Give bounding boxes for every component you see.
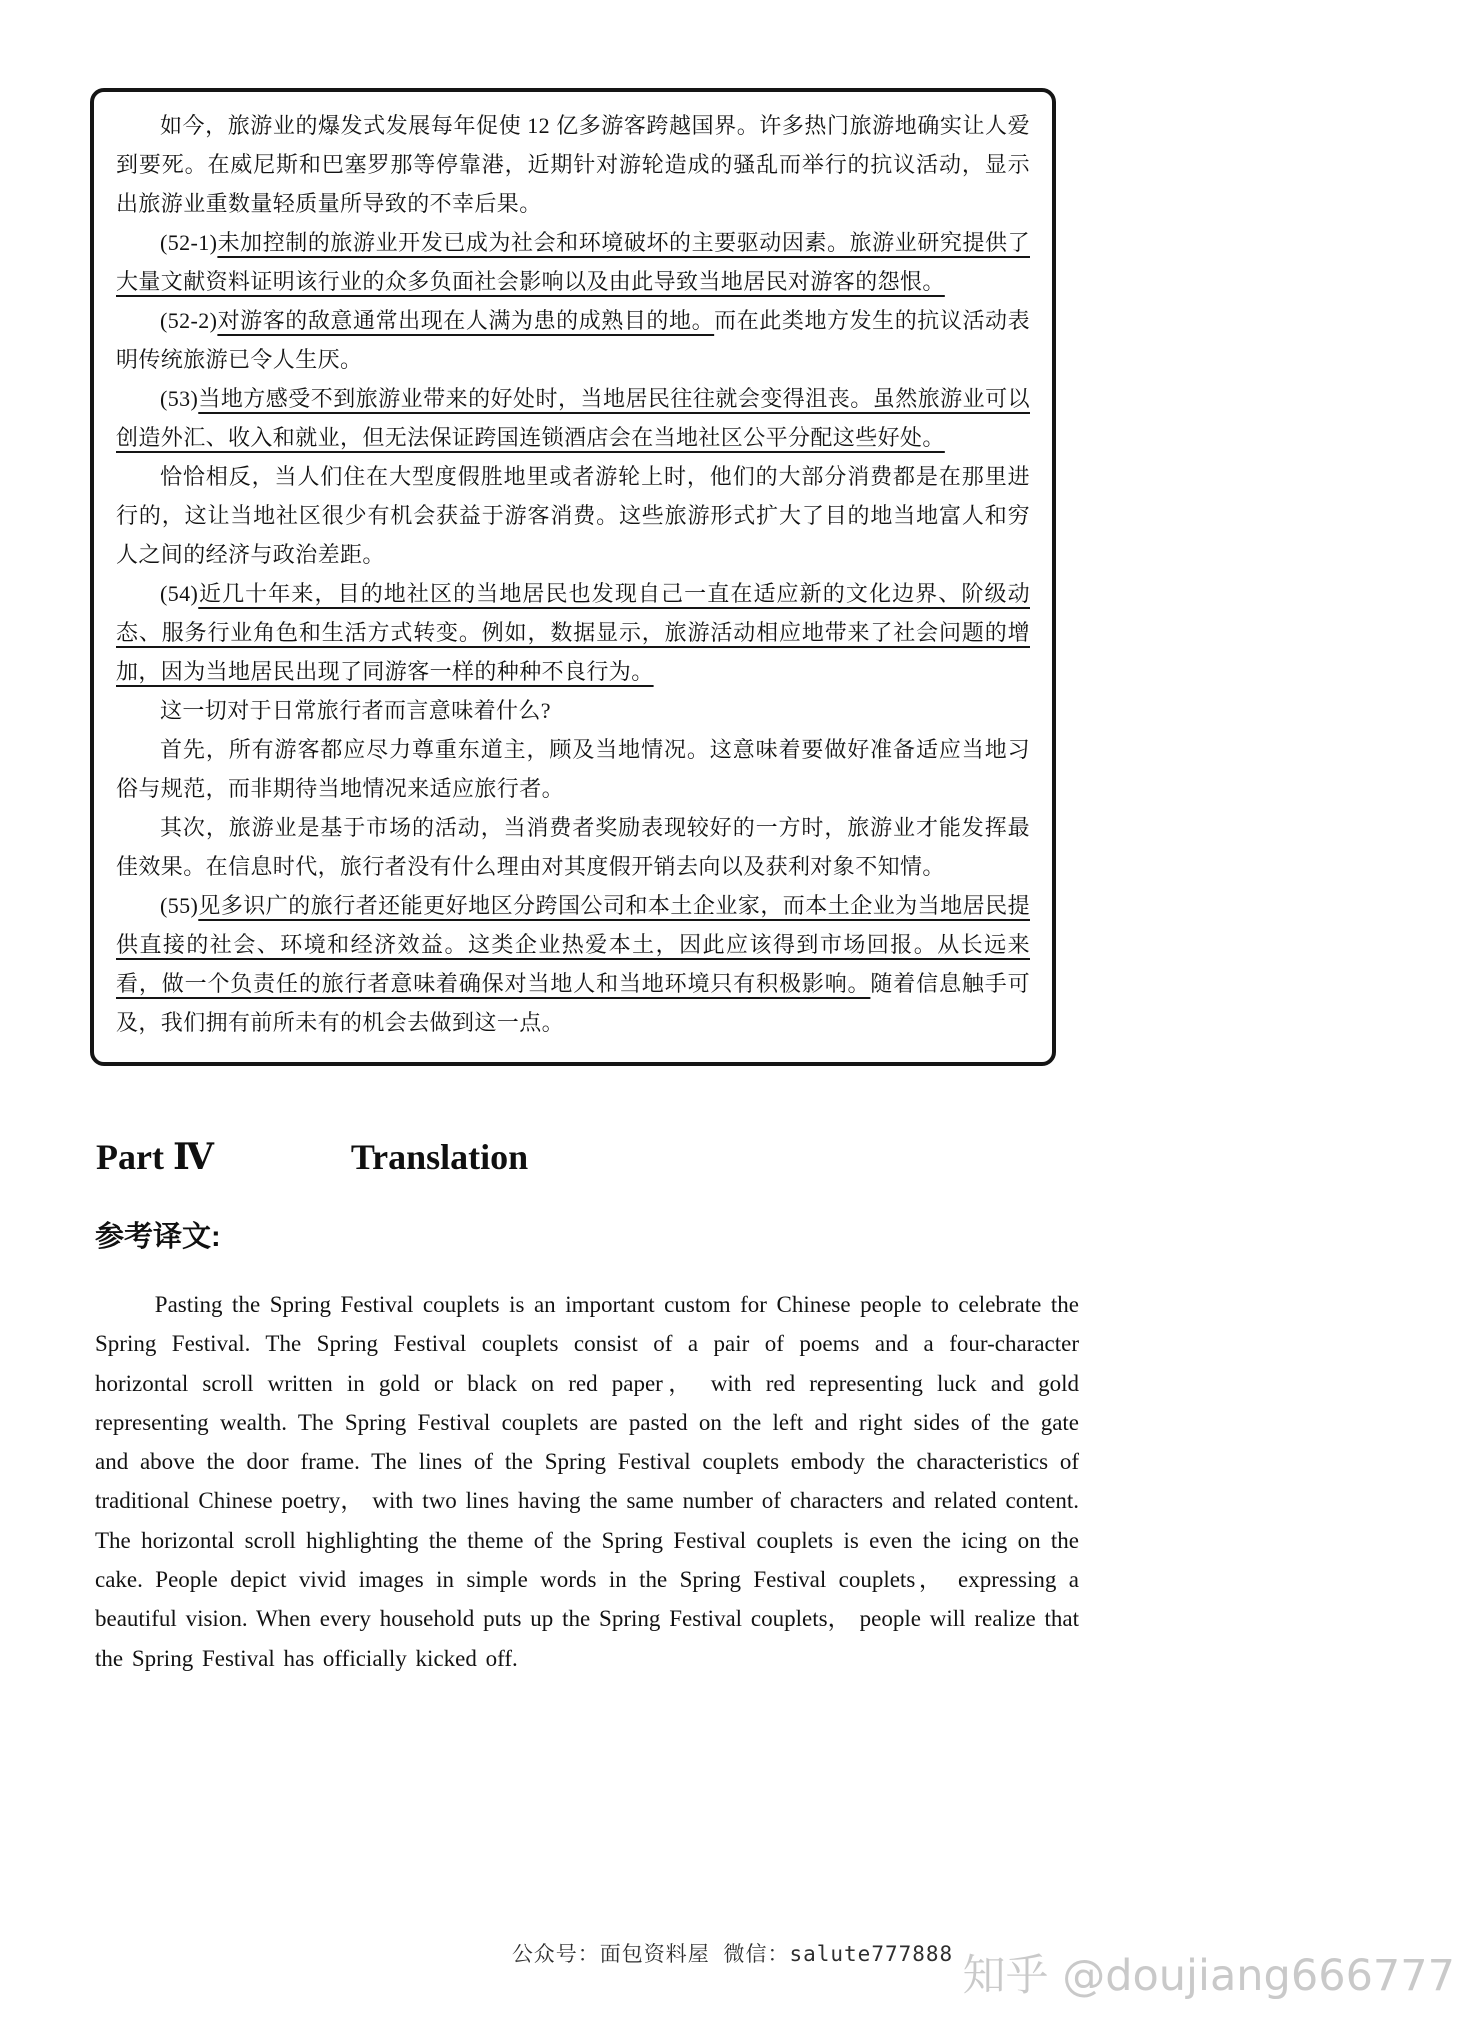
passage-text-segment: 如今，旅游业的爆发式发展每年促使 12 亿多游客跨越国界。许多热门旅游地确实让人爱到要死。在威尼斯和巴塞罗那等停靠港，近期针对游轮造成的骚乱而举行的抗议活动，显示出旅游业重数量轻质量所导致的不幸后果。 — [116, 113, 1030, 216]
passage-paragraph — [116, 730, 1030, 808]
passage-text-segment: 而在此类地方发生的抗议活动表明传统旅游已令人生厌。 — [116, 308, 1030, 372]
passage-paragraph — [116, 691, 1030, 730]
underlined-answer-segment: 见多识广的旅行者还能更好地区分跨国公司和本土企业家，而本土企业为当地居民提供直接的社会、环境和经济效益。这类企业热爱本土，因此应该得到市场回报。从长远来看，做一个负责任的旅行者意味着确保对当地人和当地环境只有积极影响。 — [116, 893, 1030, 996]
passage-text-segment: 其次，旅游业是基于市场的活动，当消费者奖励表现较好的一方时，旅游业才能发挥最佳效果。在信息时代，旅行者没有什么理由对其度假开销去向以及获利对象不知情。 — [116, 815, 1030, 879]
passage-text-segment: 首先，所有游客都应尽力尊重东道主，顾及当地情况。这意味着要做好准备适应当地习俗与规范，而非期待当地情况来适应旅行者。 — [116, 737, 1030, 801]
part-label: Part Ⅳ — [96, 1137, 214, 1177]
passage-paragraph — [116, 808, 1030, 886]
part-title: Translation — [350, 1137, 529, 1177]
passage-paragraph — [116, 457, 1030, 574]
passage-text-segment: 恰恰相反，当人们住在大型度假胜地里或者游轮上时，他们的大部分消费都是在那里进行的，这让当地社区很少有机会获益于游客消费。这些旅游形式扩大了目的地当地富人和穷人之间的经济与政治差距。 — [116, 464, 1030, 567]
passage-paragraph — [116, 223, 1030, 301]
passage-text-segment: (52-1) — [160, 230, 218, 255]
passage-text-segment: (55) — [160, 893, 199, 918]
passage-text-segment: (54) — [160, 581, 199, 606]
underlined-answer-segment: 近几十年来，目的地社区的当地居民也发现自己一直在适应新的文化边界、阶级动态、服务行业角色和生活方式转变。例如，数据显示，旅游活动相应地带来了社会问题的增加，因为当地居民出现了同游客一样的种种不良行为。 — [116, 581, 1030, 684]
passage-paragraph — [116, 886, 1030, 1042]
passage-paragraph — [116, 106, 1030, 223]
passage-box — [90, 88, 1056, 1066]
underlined-answer-segment: 对游客的敌意通常出现在人满为患的成熟目的地。 — [217, 308, 715, 333]
passage-paragraph — [116, 574, 1030, 691]
underlined-answer-segment: 当地方感受不到旅游业带来的好处时，当地居民往往就会变得沮丧。虽然旅游业可以创造外汇、收入和就业，但无法保证跨国连锁酒店会在当地社区公平分配这些好处。 — [116, 386, 1030, 450]
passage-text-segment: 这一切对于日常旅行者而言意味着什么? — [160, 698, 551, 723]
watermark-text: 知乎 @doujiang666777 — [962, 1951, 1455, 2001]
footer-source-text: 公众号：面包资料屋 微信：salute777888 — [511, 1942, 954, 1966]
passage-paragraph — [116, 301, 1030, 379]
reference-translation-text: Pasting the Spring Festival couplets is an important custom for Chinese people to celebrate the Spring Festival. The Spring Festival couplets consist of a pair of poems and a four-character horizontal scroll written in gold or black on red paper， with red representing luck and gold representing wealth. The Spring Festival couplets are pasted on the left and right sides of the gate and above the door frame. The lines of the Spring Festival couplets embody the characteristics of traditional Chinese poetry， with two lines having the same number of characters and related content. The horizontal scroll highlighting the theme of the Spring Festival couplets is even the icing on the cake. People depict vivid images in simple words in the Spring Festival couplets， expressing a beautiful vision. When every household puts up the Spring Festival couplets， people will realize that the Spring Festival has officially kicked off. — [95, 1292, 1079, 1671]
passage-text-segment: (52-2) — [160, 308, 218, 333]
underlined-answer-segment: 未加控制的旅游业开发已成为社会和环境破坏的主要驱动因素。旅游业研究提供了大量文献资料证明该行业的众多负面社会影响以及由此导致当地居民对游客的怨恨。 — [116, 230, 1030, 294]
part-header — [96, 1136, 528, 1178]
passage-text-segment: (53) — [160, 386, 199, 411]
passage-text-segment: 随着信息触手可及，我们拥有前所未有的机会去做到这一点。 — [116, 971, 1030, 1035]
reference-translation-label: 参考译文: — [95, 1221, 221, 1253]
passage-paragraph — [116, 379, 1030, 457]
